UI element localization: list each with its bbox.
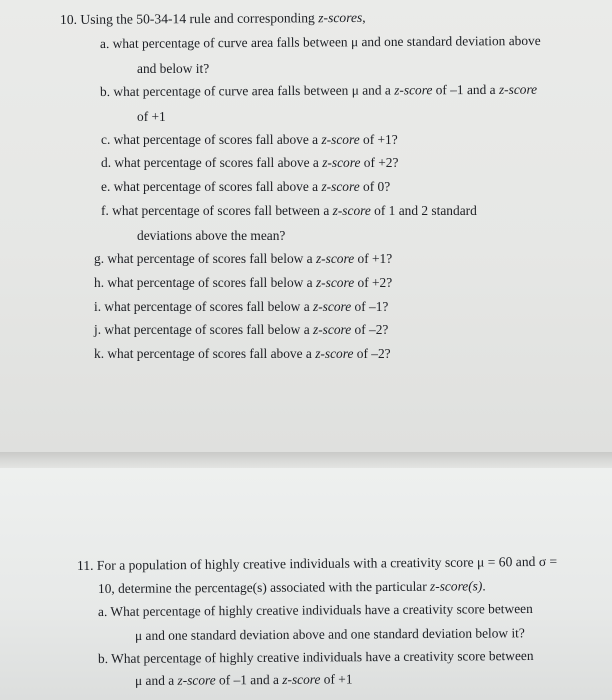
q10-item-e: e. what percentage of scores fall above a z-score of 0? bbox=[101, 179, 391, 194]
q10-item-k: k. what percentage of scores fall above a z-score of –2? bbox=[94, 346, 391, 361]
q10-item-d: d. what percentage of scores fall above a z-score of +2? bbox=[101, 155, 399, 170]
q10-item-b-line2: of +1 bbox=[137, 109, 166, 124]
q10-item-h: h. what percentage of scores fall below a z-score of +2? bbox=[94, 275, 393, 290]
q10-item-f-line1: f. what percentage of scores fall between a z-score of 1 and 2 standard bbox=[101, 203, 477, 218]
q10-item-a-line2: and below it? bbox=[137, 61, 210, 76]
q10-heading: 10. Using the 50-34-14 rule and corresponding z-scores, bbox=[59, 9, 366, 27]
q10-item-a-line1: a. what percentage of curve area falls between μ and one standard deviation above bbox=[99, 32, 541, 51]
q10-item-g: g. what percentage of scores fall below a z-score of +1? bbox=[94, 251, 393, 266]
q10-item-c: c. what percentage of scores fall above a z-score of +1? bbox=[101, 132, 398, 147]
q11-item-a-line2: μ and one standard deviation above and one standard deviation below it? bbox=[134, 625, 525, 643]
q10-item-f-line2: deviations above the mean? bbox=[137, 228, 286, 243]
q11-item-b-line1: b. What percentage of highly creative individuals have a creativity score between bbox=[97, 647, 534, 666]
page-divider bbox=[0, 452, 612, 468]
q11-item-b-line2: μ and a z-score of –1 and a z-score of +1 bbox=[134, 671, 353, 688]
q10-item-i: i. what percentage of scores fall below a z-score of –1? bbox=[94, 299, 389, 314]
q10-item-b-line1: b. what percentage of curve area falls between μ and a z-score of –1 and a z-score bbox=[99, 81, 538, 99]
q11-item-a-line1: a. What percentage of highly creative individuals have a creativity score between bbox=[97, 600, 533, 619]
q11-prompt-line2: 10, determine the percentage(s) associated with the particular z-score(s). bbox=[97, 578, 486, 596]
q11-prompt-line1: 11. For a population of highly creative individuals with a creativity score μ = 60 and σ = bbox=[76, 553, 558, 573]
q10-item-j: j. what percentage of scores fall below a z-score of –2? bbox=[94, 322, 389, 337]
